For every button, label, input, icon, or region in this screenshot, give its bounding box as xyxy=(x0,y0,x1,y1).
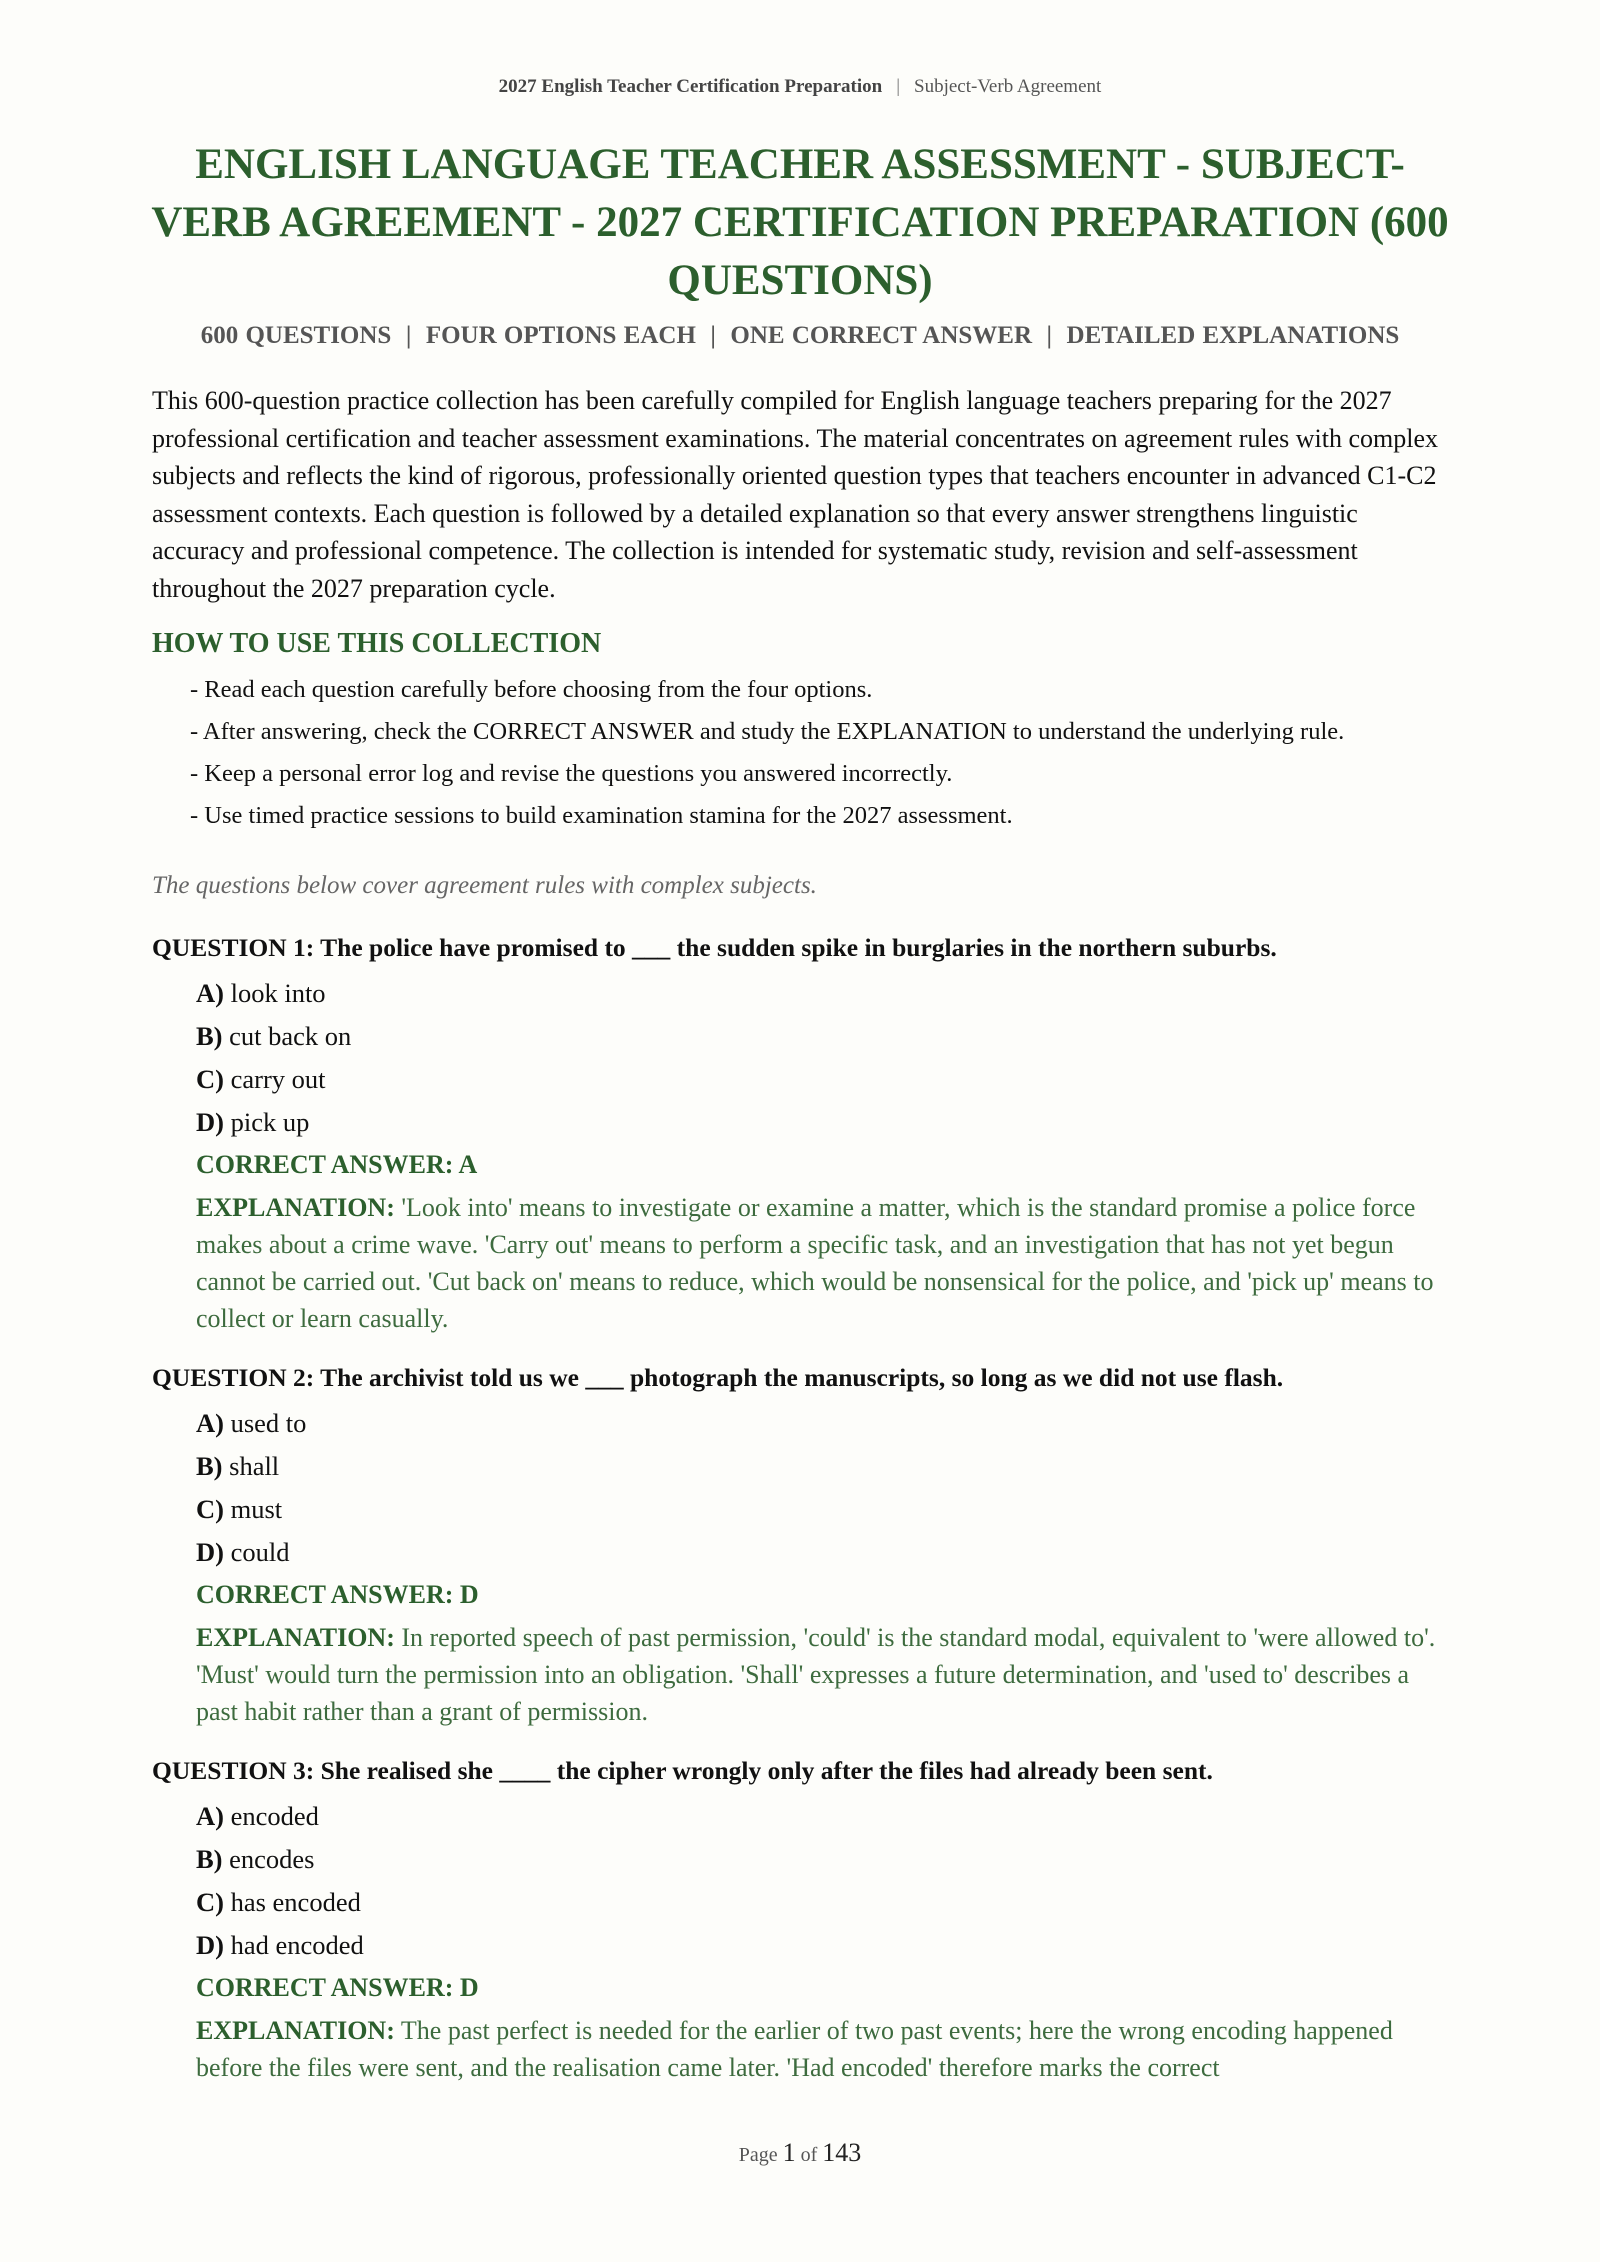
option-d xyxy=(196,1531,1452,1574)
footer-page-number: 1 xyxy=(782,2138,796,2167)
question-stem: QUESTION 3: She realised she ____ the cipher wrongly only after the files had already been sent. xyxy=(152,1756,1213,1785)
option-text: shall xyxy=(229,1451,280,1481)
question-block-3 xyxy=(152,1753,1452,2086)
footer-page-word: Page xyxy=(738,2144,778,2166)
option-text: must xyxy=(230,1494,283,1524)
how-to-item: - Keep a personal error log and revise the questions you answered incorrectly. xyxy=(190,760,953,787)
header-course-title: 2027 English Teacher Certification Preparation xyxy=(498,76,883,97)
option-d xyxy=(196,1924,1452,1967)
option-b xyxy=(196,1015,1452,1058)
option-a xyxy=(196,1795,1452,1838)
explanation-label: EXPLANATION: xyxy=(196,1623,395,1652)
option-letter: D) xyxy=(196,1930,224,1960)
scope-note: The questions below cover agreement rules with complex subjects. xyxy=(152,872,817,899)
how-to-item: - Use timed practice sessions to build examination stamina for the 2027 assessment. xyxy=(190,802,1013,829)
option-text: has encoded xyxy=(230,1887,361,1917)
option-text: had encoded xyxy=(230,1930,364,1960)
option-c xyxy=(196,1058,1452,1101)
explanation-text: In reported speech of past permission, 'could' is the standard modal, equivalent to 'were allowed to'. 'Must' would turn the permission into an obligation. 'Shall' expresses a future determination, and 'used to' describes a past habit rather than a grant of permission. xyxy=(196,1623,1436,1726)
option-letter: C) xyxy=(196,1494,224,1524)
question-stem: QUESTION 1: The police have promised to ___ the sudden spike in burglaries in the northern suburbs. xyxy=(152,933,1277,962)
option-text: pick up xyxy=(230,1107,310,1137)
option-letter: D) xyxy=(196,1107,224,1137)
how-to-item: - Read each question carefully before choosing from the four options. xyxy=(190,676,873,703)
option-a xyxy=(196,1402,1452,1445)
header-separator: | xyxy=(896,76,900,97)
option-letter: C) xyxy=(196,1887,224,1917)
option-d xyxy=(196,1101,1452,1144)
how-to-item: - After answering, check the CORRECT ANSWER and study the EXPLANATION to understand the underlying rule. xyxy=(190,718,1345,745)
option-list xyxy=(196,1402,1452,1574)
footer-page-total: 143 xyxy=(822,2138,862,2167)
option-letter: A) xyxy=(196,978,224,1008)
question-block-1 xyxy=(152,930,1452,1337)
footer-of-word: of xyxy=(800,2144,818,2166)
how-to-heading: HOW TO USE THIS COLLECTION xyxy=(152,628,602,659)
explanation xyxy=(196,1189,1446,1337)
intro-paragraph: This 600-question practice collection has been carefully compiled for English language teachers preparing for the 2027 professional certification and teacher assessment examinations. The material concentrates on agreement rules with complex subjects and reflects the kind of rigorous, professionally oriented question types that teachers encounter in advanced C1-C2 assessment contexts. Each question is followed by a detailed explanation so that every answer strengthens linguistic accuracy and professional competence. The collection is intended for systematic study, revision and self-assessment throughout the 2027 preparation cycle. xyxy=(152,386,1439,603)
explanation-text: The past perfect is needed for the earlier of two past events; here the wrong encoding happened before the files were sent, and the realisation came later. 'Had encoded' therefore marks the correct xyxy=(196,2016,1393,2082)
document-subtitle: 600 QUESTIONS | FOUR OPTIONS EACH | ONE CORRECT ANSWER | DETAILED EXPLANATIONS xyxy=(200,322,1400,349)
correct-answer: CORRECT ANSWER: A xyxy=(196,1150,478,1179)
option-a xyxy=(196,972,1452,1015)
option-list xyxy=(196,972,1452,1144)
explanation xyxy=(196,1619,1446,1730)
running-header xyxy=(0,76,1600,98)
option-c xyxy=(196,1488,1452,1531)
page-footer xyxy=(0,2138,1600,2168)
option-letter: A) xyxy=(196,1801,224,1831)
option-b xyxy=(196,1838,1452,1881)
option-letter: B) xyxy=(196,1844,223,1874)
explanation-text: 'Look into' means to investigate or examine a matter, which is the standard promise a police force makes about a crime wave. 'Carry out' means to perform a specific task, and an investigation that has not yet begun cannot be carried out. 'Cut back on' means to reduce, which would be nonsensical for the police, and 'pick up' means to collect or learn casually. xyxy=(196,1193,1434,1333)
option-text: encoded xyxy=(230,1801,319,1831)
option-letter: B) xyxy=(196,1021,223,1051)
option-text: could xyxy=(230,1537,290,1567)
option-list xyxy=(196,1795,1452,1967)
explanation-label: EXPLANATION: xyxy=(196,1193,395,1222)
option-text: encodes xyxy=(229,1844,315,1874)
how-to-list xyxy=(190,672,1420,840)
option-b xyxy=(196,1445,1452,1488)
option-text: used to xyxy=(230,1408,307,1438)
correct-answer: CORRECT ANSWER: D xyxy=(196,1580,479,1609)
option-letter: C) xyxy=(196,1064,224,1094)
question-block-2 xyxy=(152,1360,1452,1730)
option-letter: B) xyxy=(196,1451,223,1481)
option-text: cut back on xyxy=(229,1021,352,1051)
option-text: carry out xyxy=(230,1064,326,1094)
question-stem: QUESTION 2: The archivist told us we ___ photograph the manuscripts, so long as we did not use flash. xyxy=(152,1363,1284,1392)
option-text: look into xyxy=(230,978,326,1008)
option-c xyxy=(196,1881,1452,1924)
correct-answer: CORRECT ANSWER: D xyxy=(196,1973,479,2002)
option-letter: A) xyxy=(196,1408,224,1438)
option-letter: D) xyxy=(196,1537,224,1567)
explanation-label: EXPLANATION: xyxy=(196,2016,395,2045)
document-title: ENGLISH LANGUAGE TEACHER ASSESSMENT - SUBJECT-VERB AGREEMENT - 2027 CERTIFICATION PREPARATION (600 QUESTIONS) xyxy=(151,141,1449,304)
header-topic: Subject-Verb Agreement xyxy=(914,76,1102,97)
explanation xyxy=(196,2012,1446,2086)
